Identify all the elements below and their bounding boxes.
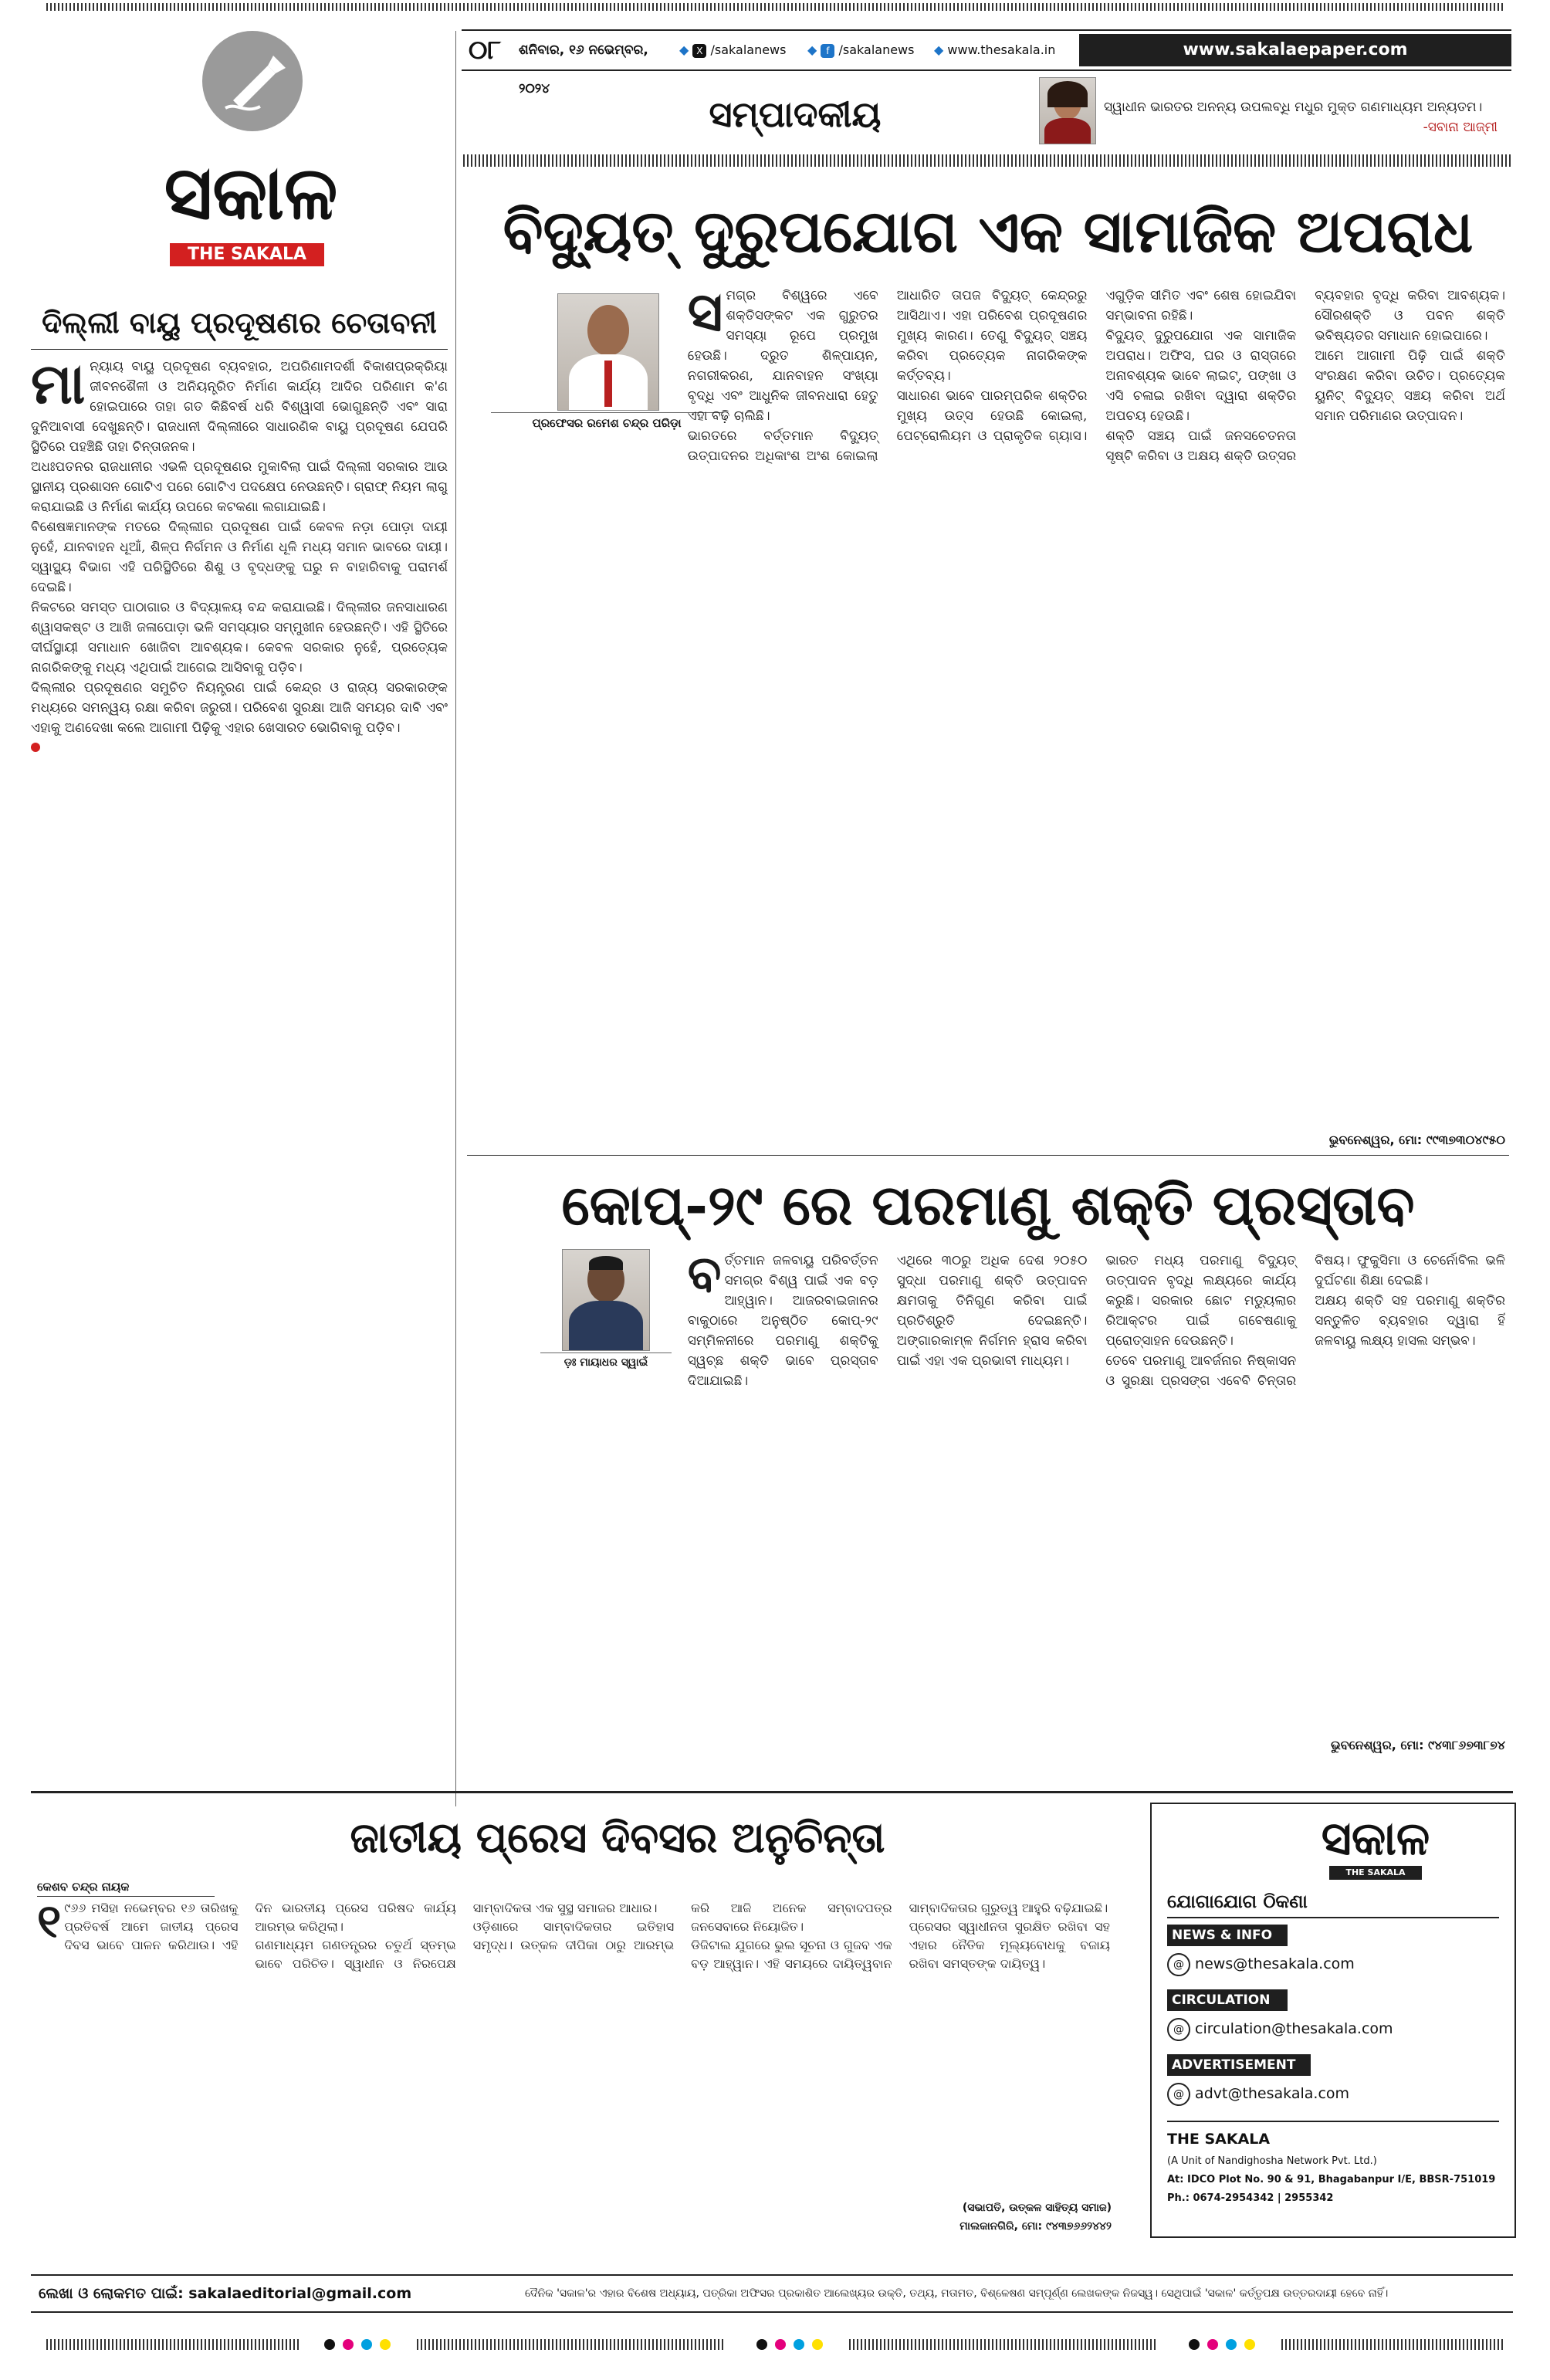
left-paragraph: ବିଶେଷଜ୍ଞମାନଙ୍କ ମତରେ ଦିଲ୍ଲୀର ପ୍ରଦୂଷଣ ପାଇଁ କେବଳ ନଡ଼ା ପୋଡ଼ା ଦାୟୀ ନୁହେଁ, ଯାନବାହନ ଧୂଆଁ, ଶିଳ୍ପ ନିର୍ଗମନ ଓ ନିର୍ମାଣ ଧୂଳି ମଧ୍ୟ ସମାନ ଭାବରେ ଦାୟୀ। ସ୍ୱାସ୍ଥ୍ୟ ବିଭାଗ ଏହି ପରିସ୍ଥିତିରେ ଶିଶୁ ଓ ବୃଦ୍ଧଙ୍କୁ ଘରୁ ନ ବାହାରିବାକୁ ପରାମର୍ଶ ଦେଇଛି।: [31, 520, 448, 595]
registration-dot-icon: [1207, 2339, 1218, 2350]
contact-logo: ସକାଳ: [1321, 1812, 1430, 1866]
main-paragraph: ଆମେ ଆଗାମୀ ପିଢ଼ି ପାଇଁ ଶକ୍ତି ସଂରକ୍ଷଣ କରିବା ଉଚିତ। ପ୍ରତ୍ୟେକ ୟୁନିଟ୍ ବିଦ୍ୟୁତ୍ ସଞ୍ଚୟ କରିବା ଅର୍ଥ ସମାନ ପରିମାଣର ଉତ୍ପାଦନ।: [1315, 348, 1505, 424]
diamond-icon: ◆: [934, 42, 944, 57]
second-paragraph: ଅକ୍ଷୟ ଶକ୍ତି ସହ ପରମାଣୁ ଶକ୍ତିର ସନ୍ତୁଳିତ ବ୍ୟବହାର ଦ୍ୱାରା ହିଁ ଜଳବାୟୁ ଲକ୍ଷ୍ୟ ହାସଲ ସମ୍ଭବ।: [1315, 1293, 1505, 1349]
main-paragraph: ବିଦ୍ୟୁତ୍ ଦୁରୁପଯୋଗ ଏକ ସାମାଜିକ ଅପରାଧ। ଅଫିସ, ଘର ଓ ରାସ୍ତାରେ ଅନାବଶ୍ୟକ ଭାବେ ଲାଇଟ୍, ପଙ୍ଖା ଓ ଏସି ଚଳାଇ ରଖିବା ଦ୍ୱାରା ଶକ୍ତିର ଅପଚୟ ହେଉଛି।: [1105, 328, 1297, 424]
email-icon: @: [1167, 2018, 1190, 2041]
company-address: At: IDCO Plot No. 90 & 91, Bhagabanpur I/E, BBSR-751019: [1167, 2174, 1496, 2185]
registration-dot-icon: [1189, 2339, 1200, 2350]
circulation-email-text: circulation@thesakala.com: [1195, 2020, 1393, 2037]
left-paragraph: ନ୍ୟାୟ ବାୟୁ ପ୍ରଦୂଷଣ ବ୍ୟବହାର, ଅପରିଣାମଦର୍ଶୀ ବିକାଶପ୍ରକ୍ରିୟା ଜୀବନଶୈଳୀ ଓ ଅନିୟନ୍ତ୍ରିତ ନିର୍ମାଣ କାର୍ଯ୍ୟ ଆଦିର ପରିଣାମ କ'ଣ ହୋଇପାରେ ତାହା ଗତ କିଛିବର୍ଷ ଧରି ବିଶ୍ୱାସୀ ଭୋଗୁଛନ୍ତି ଏବଂ ସାରା ଦୁନିଆବାସୀ ଦେଖୁଛନ୍ତି। ରାଜଧାନୀ ଦିଲ୍ଲୀରେ ସାଧାରଣିକ ବାୟୁ ପ୍ରଦୂଷଣ ଯେପରି ସ୍ଥିତିରେ ପହଞ୍ଚିଛି ତାହା ଚିନ୍ତାଜନକ।: [31, 359, 448, 455]
twitter-handle[interactable]: ◆ X /sakalanews: [679, 42, 787, 57]
section-divider-hatch: [463, 154, 1513, 167]
masthead-logo: ସକାଳ: [164, 149, 338, 236]
second-paragraph: ଭାରତ ମଧ୍ୟ ପରମାଣୁ ବିଦ୍ୟୁତ୍ ଉତ୍ପାଦନ ବୃଦ୍ଧି ଲକ୍ଷ୍ୟରେ କାର୍ଯ୍ୟ କରୁଛି। ସରକାର ଛୋଟ ମଡ୍ୟୁଲାର ରିଆକ୍ଟର ପାଇଁ ଗବେଷଣାକୁ ପ୍ରୋତ୍ସାହନ ଦେଉଛନ୍ତି।: [1105, 1253, 1297, 1349]
registration-dot-icon: [756, 2339, 767, 2350]
footer-disclaimer: ଦୈନିକ 'ସକାଳ'ର ଏହାର ବିଶେଷ ଅଧ୍ୟାୟ, ପତ୍ରିକା ଅଫିସର ପ୍ରକାଶିତ ଆଲେଖ୍ୟର ଉକ୍ତି, ତଥ୍ୟ, ମତାମତ, ବିଶ୍ଳେଷଣ ସମ୍ପୂର୍ଣ୍ଣ ଲେଖକଙ୍କ ନିଜସ୍ୱ। ସେଥିପାଇଁ 'ସକାଳ' କର୍ତ୍ତୃପକ୍ଷ ଉତ୍ତରଦାୟୀ ହେବେ ନାହିଁ।: [525, 2287, 1389, 2300]
email-icon: @: [1167, 1953, 1190, 1976]
website-link[interactable]: [934, 31, 1073, 69]
circulation-label: CIRCULATION: [1167, 1989, 1288, 2011]
contact-box: [1150, 1803, 1516, 2238]
header-strip: [462, 29, 1511, 96]
end-dot-icon: [31, 743, 40, 752]
left-paragraph: ଦିଲ୍ଲୀର ପ୍ରଦୂଷଣର ସମୁଚିତ ନିୟନ୍ତ୍ରଣ ପାଇଁ କେନ୍ଦ୍ର ଓ ରାଜ୍ୟ ସରକାରଙ୍କ ମଧ୍ୟରେ ସମନ୍ୱୟ ରକ୍ଷା କରିବା ଜରୁରୀ। ପରିବେଶ ସୁରକ୍ଷା ଆଜି ସମୟର ଦାବି ଏବଂ ଏହାକୁ ଅଣଦେଖା କଲେ ଆଗାମୀ ପିଢ଼ିକୁ ଏହାର ଖେସାରତ ଭୋଗିବାକୁ ପଡ଼ିବ।: [31, 680, 448, 736]
company-name: THE SAKALA: [1167, 2131, 1271, 2148]
registration-dot-icon: [794, 2339, 804, 2350]
registration-dot-icon: [324, 2339, 335, 2350]
main-paragraph: ସାଧାରଣ ଭାବେ ପାରମ୍ପରିକ ଶକ୍ତିର ମୁଖ୍ୟ ଉତ୍ସ ହେଉଛି କୋଇଲା, ପେଟ୍ରୋଲିୟମ ଓ ପ୍ରାକୃତିକ ଗ୍ୟାସ। ଏଗୁଡ଼ିକ ସୀମିତ ଏବଂ ଶେଷ ହୋଇଯିବା ସମ୍ଭାବନା ରହିଛି।: [896, 288, 1297, 444]
second-author-name: ଡ଼ଃ ମାୟାଧର ସ୍ୱାଇଁ: [540, 1353, 672, 1372]
company-phone: Ph.: 0674-2954342 | 2955342: [1167, 2192, 1334, 2204]
pen-logo-emblem: [202, 31, 303, 131]
main-author-name: ପ୍ରଫେସର ରମେଶ ଚନ୍ଦ୍ର ପରିଡ଼ା: [491, 412, 723, 433]
second-drop-cap: ବ: [687, 1251, 722, 1303]
bottom-drop-cap: ୧: [37, 1899, 62, 1948]
footer-bottom-rule: [31, 2311, 1513, 2313]
left-paragraph: ନିକଟରେ ସମସ୍ତ ପାଠାଗାର ଓ ବିଦ୍ୟାଳୟ ବନ୍ଦ କରାଯାଇଛି। ଦିଲ୍ଲୀର ଜନସାଧାରଣ ଶ୍ୱାସକଷ୍ଟ ଓ ଆଖି ଜଳାପୋଡ଼ା ଭଳି ସମସ୍ୟାର ସମ୍ମୁଖୀନ ହେଉଛନ୍ତି। ଏହି ସ୍ଥିତିରେ ଦୀର୍ଘସ୍ଥାୟୀ ସମାଧାନ ଖୋଜିବା ଆବଶ୍ୟକ। କେବଳ ସରକାର ନୁହେଁ, ପ୍ରତ୍ୟେକ ନାଗରିକଙ୍କୁ ମଧ୍ୟ ଏଥିପାଇଁ ଆଗେଇ ଆସିବାକୁ ପଡ଼ିବ।: [31, 600, 448, 675]
bottom-byline-phone: ମାଲକାନଗିରି, ମୋ: ୯୪୩୭୬୬୨୪୪୨: [959, 2220, 1112, 2233]
pen-nib-icon: [202, 31, 303, 131]
advertisement-email[interactable]: [1167, 2080, 1499, 2107]
registration-dot-icon: [361, 2339, 372, 2350]
contact-title: ଯୋଗାଯୋଗ ଠିକଣା: [1167, 1886, 1499, 1918]
bottom-paragraph: ଓଡ଼ିଶାରେ ସାମ୍ବାଦିକତାର ଇତିହାସ ସମୃଦ୍ଧ। ଉତ୍କଳ ଦୀପିକା ଠାରୁ ଆରମ୍ଭ କରି ଆଜି ଅନେକ ସମ୍ବାଦପତ୍ର ଜନସେବାରେ ନିୟୋଜିତ।: [472, 1901, 892, 1952]
quote-text: ସ୍ୱାଧୀନ ଭାରତର ଅନନ୍ୟ ଉପଲବ୍ଧି ମଧୁର ମୁକ୍ତ ଗଣମାଧ୍ୟମ ଅନ୍ୟତମ।: [1104, 100, 1483, 115]
bottom-byline: (ସଭାପତି, ଉତ୍କଳ ସାହିତ୍ୟ ସମାଜ): [962, 2202, 1112, 2214]
second-paragraph: ଏଥିରେ ୩୦ରୁ ଅଧିକ ଦେଶ ୨୦୫୦ ସୁଦ୍ଧା ପରମାଣୁ ଶକ୍ତି ଉତ୍ପାଦନ କ୍ଷମତାକୁ ତିନିଗୁଣ କରିବା ପାଇଁ ପ୍ରତିଶ୍ରୁତି ଦେଇଛନ୍ତି। ଅଙ୍ଗାରକାମ୍ଳ ନିର୍ଗମନ ହ୍ରାସ କରିବା ପାଇଁ ଏହା ଏକ ପ୍ରଭାବୀ ମାଧ୍ୟମ।: [896, 1253, 1088, 1369]
second-article-body: [479, 1251, 1505, 1729]
bottom-paragraph: ଡିଜିଟାଲ ଯୁଗରେ ଭୁଲ ସୂଚନା ଓ ଗୁଜବ ଏକ ବଡ଼ ଆହ୍ୱାନ। ଏହି ସମୟରେ ଦାୟିତ୍ୱବାନ ସାମ୍ବାଦିକତାର ଗୁରୁତ୍ୱ ଆହୁରି ବଢ଼ିଯାଇଛି।: [691, 1901, 1108, 1971]
registration-dot-icon: [812, 2339, 823, 2350]
column-divider: [455, 31, 456, 1806]
facebook-icon: f: [821, 44, 834, 58]
registration-dot-icon: [1244, 2339, 1255, 2350]
second-paragraph: ର୍ତ୍ତମାନ ଜଳବାୟୁ ପରିବର୍ତ୍ତନ ସମଗ୍ର ବିଶ୍ୱ ପାଇଁ ଏକ ବଡ଼ ଆହ୍ୱାନ। ଆଜରବାଇଜାନର ବାକୁଠାରେ ଅନୁଷ୍ଠିତ କୋପ୍-୨୯ ସମ୍ମିଳନୀରେ ପରମାଣୁ ଶକ୍ତିକୁ ସ୍ୱଚ୍ଛ ଶକ୍ତି ଭାବେ ପ୍ରସ୍ତାବ ଦିଆଯାଇଛି।: [687, 1253, 878, 1389]
twitter-handle-label: /sakalanews: [710, 42, 787, 57]
company-subtitle: (A Unit of Nandighosha Network Pvt. Ltd.): [1167, 2155, 1377, 2167]
epaper-link[interactable]: www.sakalaepaper.com: [1079, 34, 1511, 66]
facebook-handle[interactable]: ◆ f /sakalanews: [807, 42, 915, 57]
photo-spacer: [479, 1251, 669, 1382]
email-icon: @: [1167, 2083, 1190, 2106]
main-drop-cap: ସ: [687, 286, 723, 344]
lower-section-rule: [31, 1791, 1513, 1793]
left-article-body: [31, 357, 448, 1808]
left-paragraph: ଅଧଃପତନର ରାଜଧାନୀର ଏଭଳି ପ୍ରଦୂଷଣର ମୁକାବିଲା ପାଇଁ ଦିଲ୍ଲୀ ସରକାର ଆଉ ସ୍ଥାନୀୟ ପ୍ରଶାସନ ଗୋଟିଏ ପରେ ଗୋଟିଏ ପଦକ୍ଷେପ ନେଉଛନ୍ତି। ଗ୍ରାଫ୍ ନିୟମ ଲାଗୁ କରାଯାଇଛି ଓ ନିର୍ମାଣ କାର୍ଯ୍ୟ ଉପରେ କଟକଣା ଲଗାଯାଇଛି।: [31, 459, 448, 515]
bottom-article-body: [37, 1899, 1110, 2239]
footer-top-rule: [31, 2274, 1513, 2276]
left-headline-rule: [31, 349, 448, 350]
print-registration-strip: [849, 2339, 1158, 2350]
left-headline: ଦିଲ୍ଲୀ ବାୟୁ ପ୍ରଦୂଷଣର ଚେତାବନୀ: [42, 305, 437, 340]
issue-date: ଶନିବାର, ୧୬ ନଭେମ୍ବର, ୨୦୨୪: [519, 42, 648, 96]
main-paragraph: ମଗ୍ର ବିଶ୍ୱରେ ଏବେ ଶକ୍ତିସଙ୍କଟ ଏକ ଗୁରୁତର ସମସ୍ୟା ରୂପେ ପ୍ରମୁଖ ହେଉଛି। ଦ୍ରୁତ ଶିଳ୍ପାୟନ, ନଗରୀକରଣ, ଯାନବାହନ ସଂଖ୍ୟା ବୃଦ୍ଧି ଏବଂ ଆଧୁନିକ ଜୀବନଧାରା ହେତୁ ଏହା ବଢ଼ି ଚାଲିଛି।: [687, 288, 878, 424]
page-number: ୦୮: [468, 35, 502, 66]
bottom-paragraph: ପ୍ରେସର ସ୍ୱାଧୀନତା ସୁରକ୍ଷିତ ରଖିବା ସହ ଏହାର ନୈତିକ ମୂଲ୍ୟବୋଧକୁ ବଜାୟ ରଖିବା ସମସ୍ତଙ୍କ ଦାୟିତ୍ୱ।: [909, 1919, 1110, 1971]
bottom-paragraph: ୯୬୬ ମସିହା ନଭେମ୍ବର ୧୬ ତାରିଖକୁ ପ୍ରତିବର୍ଷ ଆମେ ଜାତୀୟ ପ୍ରେସ ଦିବସ ଭାବେ ପାଳନ କରିଥାଉ। ଏହି ଦିନ ଭାରତୀୟ ପ୍ରେସ ପରିଷଦ କାର୍ଯ୍ୟ ଆରମ୍ଭ କରିଥିଲା।: [64, 1901, 456, 1952]
contact-logo-subtitle: THE SAKALA: [1329, 1866, 1422, 1880]
advertisement-label: ADVERTISEMENT: [1167, 2054, 1311, 2076]
news-label: NEWS & INFO: [1167, 1925, 1288, 1946]
quote-author: -ସବାନା ଆଜ୍‌ମୀ: [1423, 120, 1498, 135]
section-title: ସମ୍ପାଦକୀୟ: [709, 93, 882, 135]
print-registration-strip: [46, 2339, 301, 2350]
advertisement-email-text: advt@thesakala.com: [1195, 2085, 1350, 2102]
main-headline: ବିଦ୍ୟୁତ୍ ଦୁରୁପଯୋଗ ଏକ ସାମାଜିକ ଅପରାଧ: [503, 197, 1474, 266]
circulation-email[interactable]: [1167, 2016, 1499, 2042]
left-drop-cap: ମା: [31, 357, 86, 416]
main-article-body: [479, 286, 1505, 1127]
submission-email[interactable]: ଲେଖା ଓ ଲୋକମତ ପାଇଁ: sakalaeditorial@gmail.com: [39, 2285, 412, 2302]
second-paragraph: ତେବେ ପରମାଣୁ ଆବର୍ଜନାର ନିଷ୍କାସନ ଓ ସୁରକ୍ଷା ପ୍ରସଙ୍ଗ ଏବେବି ଚିନ୍ତାର ବିଷୟ। ଫୁକୁସିମା ଓ ଚେର୍ନୋବିଲ ଭଳି ଦୁର୍ଘଟଣା ଶିକ୍ଷା ଦେଇଛି।: [1105, 1253, 1505, 1389]
news-email[interactable]: [1167, 1951, 1499, 1977]
registration-dot-icon: [775, 2339, 786, 2350]
x-twitter-icon: X: [692, 44, 706, 58]
news-email-text: news@thesakala.com: [1195, 1955, 1355, 1972]
article-separator: [467, 1155, 1509, 1156]
photo-spacer: [479, 286, 669, 440]
second-byline: ଭୁବନେଶ୍ୱର, ମୋ: ୯୪୩୮୬୭୩୮୭୪: [1331, 1738, 1505, 1752]
bottom-headline: ଜାତୀୟ ପ୍ରେସ ଦିବସର ଅନୁଚିନ୍ତା: [350, 1813, 885, 1862]
print-registration-strip: [417, 2339, 726, 2350]
quote-author-photo: [1039, 77, 1096, 144]
main-paragraph: ଶକ୍ତି ସଞ୍ଚୟ ପାଇଁ ଜନସଚେତନତା ସୃଷ୍ଟି କରିବା ଓ ଅକ୍ଷୟ ଶକ୍ତି ଉତ୍ସର ବ୍ୟବହାର ବୃଦ୍ଧି କରିବା ଆବଶ୍ୟକ। ସୌରଶକ୍ତି ଓ ପବନ ଶକ୍ତି ଭବିଷ୍ୟତର ସମାଧାନ ହୋଇପାରେ।: [1105, 288, 1505, 464]
registration-dot-icon: [343, 2339, 354, 2350]
print-registration-strip: [1281, 2339, 1505, 2350]
registration-dot-icon: [380, 2339, 391, 2350]
contact-divider: [1167, 2121, 1499, 2122]
bottom-author-name: କେଶବ ଚନ୍ଦ୍ର ନାୟକ: [37, 1877, 215, 1897]
main-paragraph: ଭାରତରେ ବର୍ତ୍ତମାନ ବିଦ୍ୟୁତ୍ ଉତ୍ପାଦନର ଅଧିକାଂଶ ଅଂଶ କୋଇଲା ଆଧାରିତ ତାପଜ ବିଦ୍ୟୁତ୍ କେନ୍ଦ୍ରରୁ ଆସିଥାଏ। ଏହା ପରିବେଶ ପ୍ରଦୂଷଣର ମୁଖ୍ୟ କାରଣ। ତେଣୁ ବିଦ୍ୟୁତ୍ ସଞ୍ଚୟ କରିବା ପ୍ରତ୍ୟେକ ନାଗରିକଙ୍କ କର୍ତ୍ତବ୍ୟ।: [687, 288, 1088, 464]
masthead-subtitle: THE SAKALA: [170, 243, 324, 266]
print-registration-strip-top: [46, 3, 1505, 11]
main-byline: ଭୁବନେଶ୍ୱର, ମୋ: ୯୯୩୭୩୦୪୯୫୦: [1328, 1132, 1505, 1147]
bottom-paragraph: ଗଣମାଧ୍ୟମ ଗଣତନ୍ତ୍ରର ଚତୁର୍ଥ ସ୍ତମ୍ଭ ଭାବେ ପରିଚିତ। ସ୍ୱାଧୀନ ଓ ନିରପେକ୍ଷ ସାମ୍ବାଦିକତା ଏକ ସୁସ୍ଥ ସମାଜର ଆଧାର।: [255, 1901, 658, 1971]
registration-dot-icon: [1226, 2339, 1237, 2350]
second-headline: କୋପ୍-୨୯ ରେ ପରମାଣୁ ଶକ୍ତି ପ୍ରସ୍ତାବ: [561, 1172, 1415, 1237]
facebook-handle-label: /sakalanews: [838, 42, 915, 57]
website-link-label: www.thesakala.in: [947, 42, 1056, 57]
